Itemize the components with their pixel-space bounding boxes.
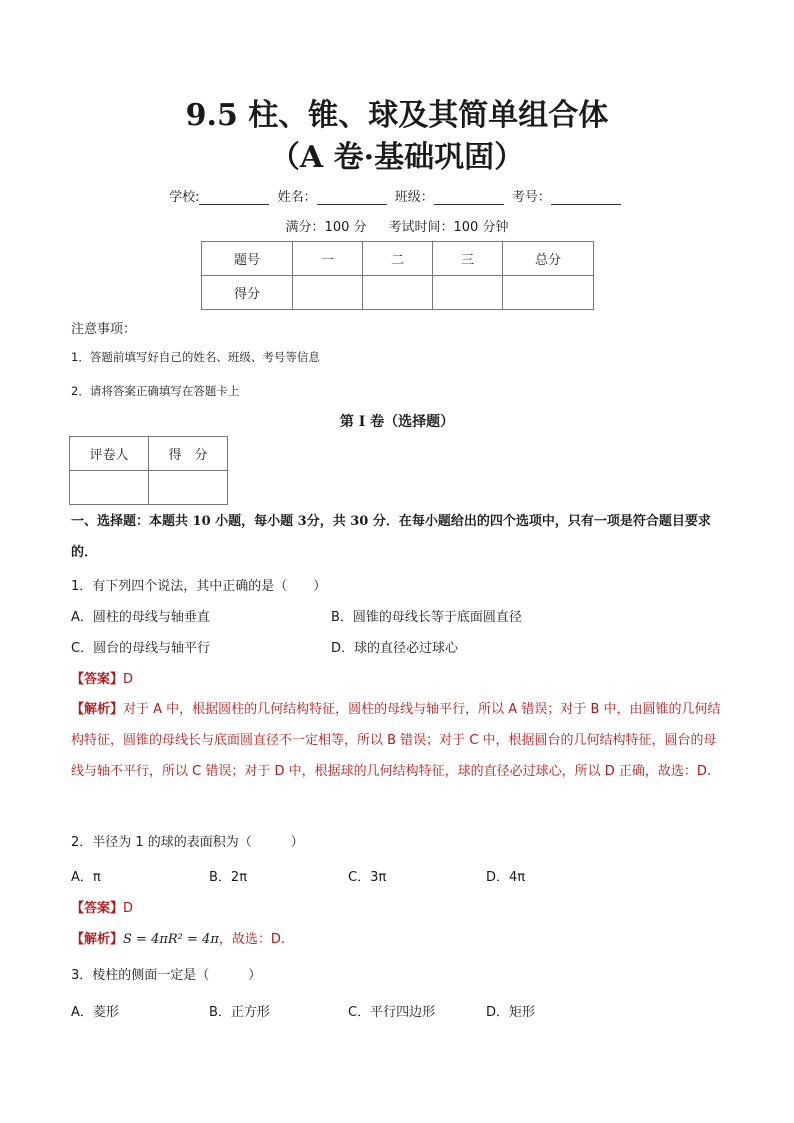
- answer-tag: 【答案】: [71, 901, 124, 916]
- note-item: 1．答题前填写好自己的姓名、班级、考号等信息: [71, 350, 320, 364]
- option-b: B．圆锥的母线长等于底面圆直径: [331, 610, 522, 625]
- explain-text: 对于 A 中，根据圆柱的几何结构特征，圆柱的母线与轴平行，所以 A 错误；对于 B 中，由圆锥的几何结构特征，圆锥的母线长与底面圆直径不一定相等，所以 B 错误；对于 C 中，根据圆台的几何结构特征，圆台的母线与轴不平行，所以 C 错误；对于 D 中，根据球的几何结构特征，球的直径必过球心，所以 D 正确，故选：D.: [71, 702, 721, 779]
- exam-meta: [0, 216, 794, 235]
- table-cell: 评卷人: [70, 437, 149, 471]
- page-title: 9.5 柱、锥、球及其简单组合体: [185, 98, 609, 133]
- option-c: C．圆台的母线与轴平行: [71, 641, 211, 656]
- table-row: [70, 471, 228, 505]
- answer-value: D: [123, 672, 134, 687]
- school-field[interactable]: [199, 192, 269, 205]
- explain-formula: S = 4πR² = 4π: [123, 932, 219, 947]
- score-cell[interactable]: [503, 276, 594, 310]
- table-row: [202, 242, 594, 276]
- question-stem: 1．有下列四个说法，其中正确的是（ ）: [71, 579, 327, 594]
- option-a: A．菱形: [71, 1005, 119, 1020]
- option-d: D．4π: [486, 870, 526, 885]
- exam-no-label: 考号：: [511, 190, 551, 205]
- question-stem: 2．半径为 1 的球的表面积为（ ）: [71, 835, 304, 850]
- score-table: [201, 241, 594, 310]
- class-label: 班级：: [394, 190, 434, 205]
- exam-time: 考试时间：100 分钟: [388, 220, 509, 235]
- page-subtitle: （A 卷·基础巩固）: [269, 140, 525, 175]
- answer-line: [71, 897, 133, 916]
- name-field[interactable]: [317, 192, 387, 205]
- table-cell: 得 分: [149, 437, 228, 471]
- option-a: A．π: [71, 870, 101, 885]
- volume-title: 第 I 卷（选择题）: [339, 414, 455, 430]
- table-cell: 一: [293, 242, 363, 276]
- table-cell: 题号: [202, 242, 293, 276]
- grader-table: [69, 436, 228, 505]
- option-c: C．3π: [348, 870, 387, 885]
- grader-cell[interactable]: [70, 471, 149, 505]
- table-row: [70, 437, 228, 471]
- explain-tag: 【解析】: [71, 702, 124, 717]
- table-cell: 总分: [503, 242, 594, 276]
- option-a: A．圆柱的母线与轴垂直: [71, 610, 210, 625]
- answer-tag: 【答案】: [71, 672, 124, 687]
- score-cell[interactable]: [149, 471, 228, 505]
- option-d: D．矩形: [486, 1005, 536, 1020]
- exam-no-field[interactable]: [551, 192, 621, 205]
- note-item: 2．请将答案正确填写在答题卡上: [71, 384, 240, 398]
- explanation: [71, 928, 285, 947]
- option-c: C．平行四边形: [348, 1005, 436, 1020]
- question-stem: 3．棱柱的侧面一定是（ ）: [71, 968, 262, 983]
- answer-value: D: [123, 901, 134, 916]
- score-cell[interactable]: [433, 276, 503, 310]
- student-info-line: [0, 186, 794, 205]
- class-field[interactable]: [434, 192, 504, 205]
- table-cell: 三: [433, 242, 503, 276]
- section-heading: 一、选择题：本题共 10 小题，每小题 3分，共 30 分．在每小题给出的四个选项中，只有一项是符合题目要求的．: [71, 514, 711, 560]
- school-label: 学校:: [169, 190, 200, 205]
- table-cell: 得分: [202, 276, 293, 310]
- table-row: [202, 276, 594, 310]
- explanation: [71, 694, 727, 787]
- score-cell[interactable]: [363, 276, 433, 310]
- option-b: B．2π: [209, 870, 248, 885]
- explain-tag: 【解析】: [71, 932, 124, 947]
- score-cell[interactable]: [293, 276, 363, 310]
- name-label: 姓名：: [277, 190, 317, 205]
- full-score: 满分：100 分: [285, 220, 367, 235]
- table-cell: 二: [363, 242, 433, 276]
- explain-text: ，故选：D.: [218, 932, 286, 947]
- option-b: B．正方形: [209, 1005, 270, 1020]
- notes-title: 注意事项：: [71, 322, 137, 337]
- option-d: D．球的直径必过球心: [331, 641, 459, 656]
- answer-line: [71, 668, 133, 687]
